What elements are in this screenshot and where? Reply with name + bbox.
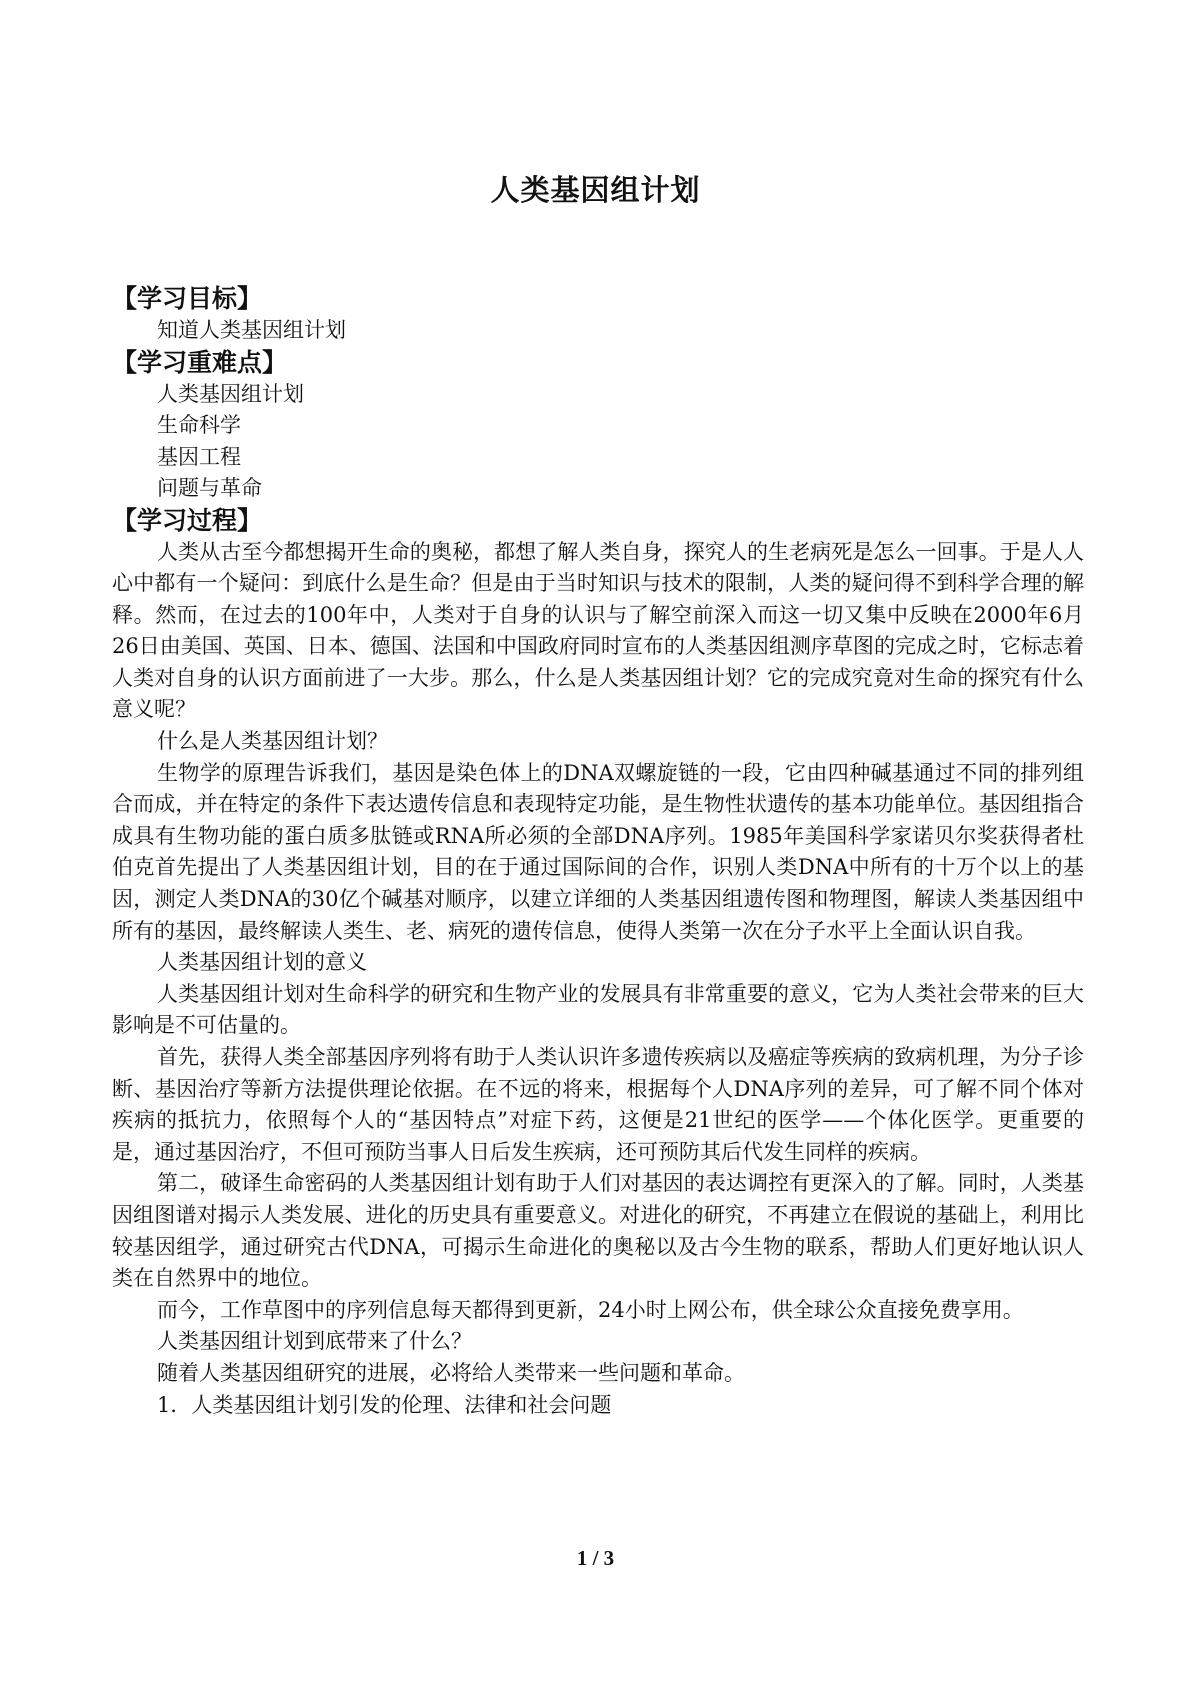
page-number: 1 / 3 — [576, 1546, 615, 1570]
subheading-line: 人类基因组计划的意义 — [157, 950, 367, 975]
body-paragraph: 而今，工作草图中的序列信息每天都得到更新，24小时上网公布，供全球公众直接免费享用。 — [157, 1297, 1024, 1322]
section-heading-key-points: 【学习重难点】 — [112, 347, 288, 377]
body-paragraph: 首先，获得人类全部基因序列将有助于人类认识许多遗传疾病以及癌症等疾病的致病机理，为分子诊断、基因治疗等新方法提供理论依据。在不远的将来，根据每个人DNA序列的差异，可了解不同个体对疾病的抵抗力，依照每个人的“基因特点”对症下药，这便是21世纪的医学——个体化医学。更重要的是，通过基因治疗，不但可预防当事人日后发生疾病，还可预防其后代发生同样的疾病。 — [112, 1045, 1084, 1164]
body-paragraph: 人类从古至今都想揭开生命的奥秘，都想了解人类自身，探究人的生老病死是怎么一回事。于是人人心中都有一个疑问：到底什么是生命？但是由于当时知识与技术的限制，人类的疑问得不到科学合理的解释。然而，在过去的100年中，人类对于自身的认识与了解空前深入而这一切又集中反映在2000年6月26日由美国、英国、日本、德国、法国和中国政府同时宣布的人类基因组测序草图的完成之时，它标志着人类对自身的认识方面前进了一大步。那么，什么是人类基因组计划？它的完成究竟对生命的探究有什么意义呢？ — [112, 539, 1084, 722]
body-paragraph: 生物学的原理告诉我们，基因是染色体上的DNA双螺旋链的一段，它由四种碱基通过不同的排列组合而成，并在特定的条件下表达遗传信息和表现特定功能，是生物性状遗传的基本功能单位。基因组指合成具有生物功能的蛋白质多肽链或RNA所必须的全部DNA序列。1985年美国科学家诺贝尔奖获得者杜伯克首先提出了人类基因组计划，目的在于通过国际间的合作，识别人类DNA中所有的十万个以上的基因，测定人类DNA的30亿个碱基对顺序，以建立详细的人类基因组遗传图和物理图，解读人类基因组中所有的基因，最终解读人类生、老、病死的遗传信息，使得人类第一次在分子水平上全面认识自我。 — [112, 760, 1084, 943]
section-heading-process: 【学习过程】 — [112, 505, 263, 535]
body-line: 随着人类基因组研究的进展，必将给人类带来一些问题和革命。 — [157, 1360, 745, 1385]
document-title: 人类基因组计划 — [490, 173, 701, 207]
numbered-item: 1．人类基因组计划引发的伦理、法律和社会问题 — [157, 1392, 612, 1417]
subheading-line: 什么是人类基因组计划？ — [157, 729, 388, 754]
document-body — [112, 283, 1084, 1421]
objective-item: 知道人类基因组计划 — [157, 318, 346, 342]
key-point-item: 生命科学 — [157, 413, 241, 437]
key-point-item: 人类基因组计划 — [157, 381, 304, 406]
body-paragraph: 第二，破译生命密码的人类基因组计划有助于人们对基因的表达调控有更深入的了解。同时，人类基因组图谱对揭示人类发展、进化的历史具有重要意义。对进化的研究，不再建立在假说的基础上，利用比较基因组学，通过研究古代DNA，可揭示生命进化的奥秘以及古今生物的联系，帮助人们更好地认识人类在自然界中的地位。 — [112, 1171, 1084, 1291]
key-point-item: 基因工程 — [157, 444, 241, 469]
body-paragraph: 人类基因组计划对生命科学的研究和生物产业的发展具有非常重要的意义，它为人类社会带来的巨大影响是不可估量的。 — [112, 981, 1084, 1038]
section-heading-objectives: 【学习目标】 — [112, 284, 263, 313]
subheading-line: 人类基因组计划到底带来了什么？ — [157, 1329, 472, 1354]
key-point-item: 问题与革命 — [157, 476, 262, 500]
